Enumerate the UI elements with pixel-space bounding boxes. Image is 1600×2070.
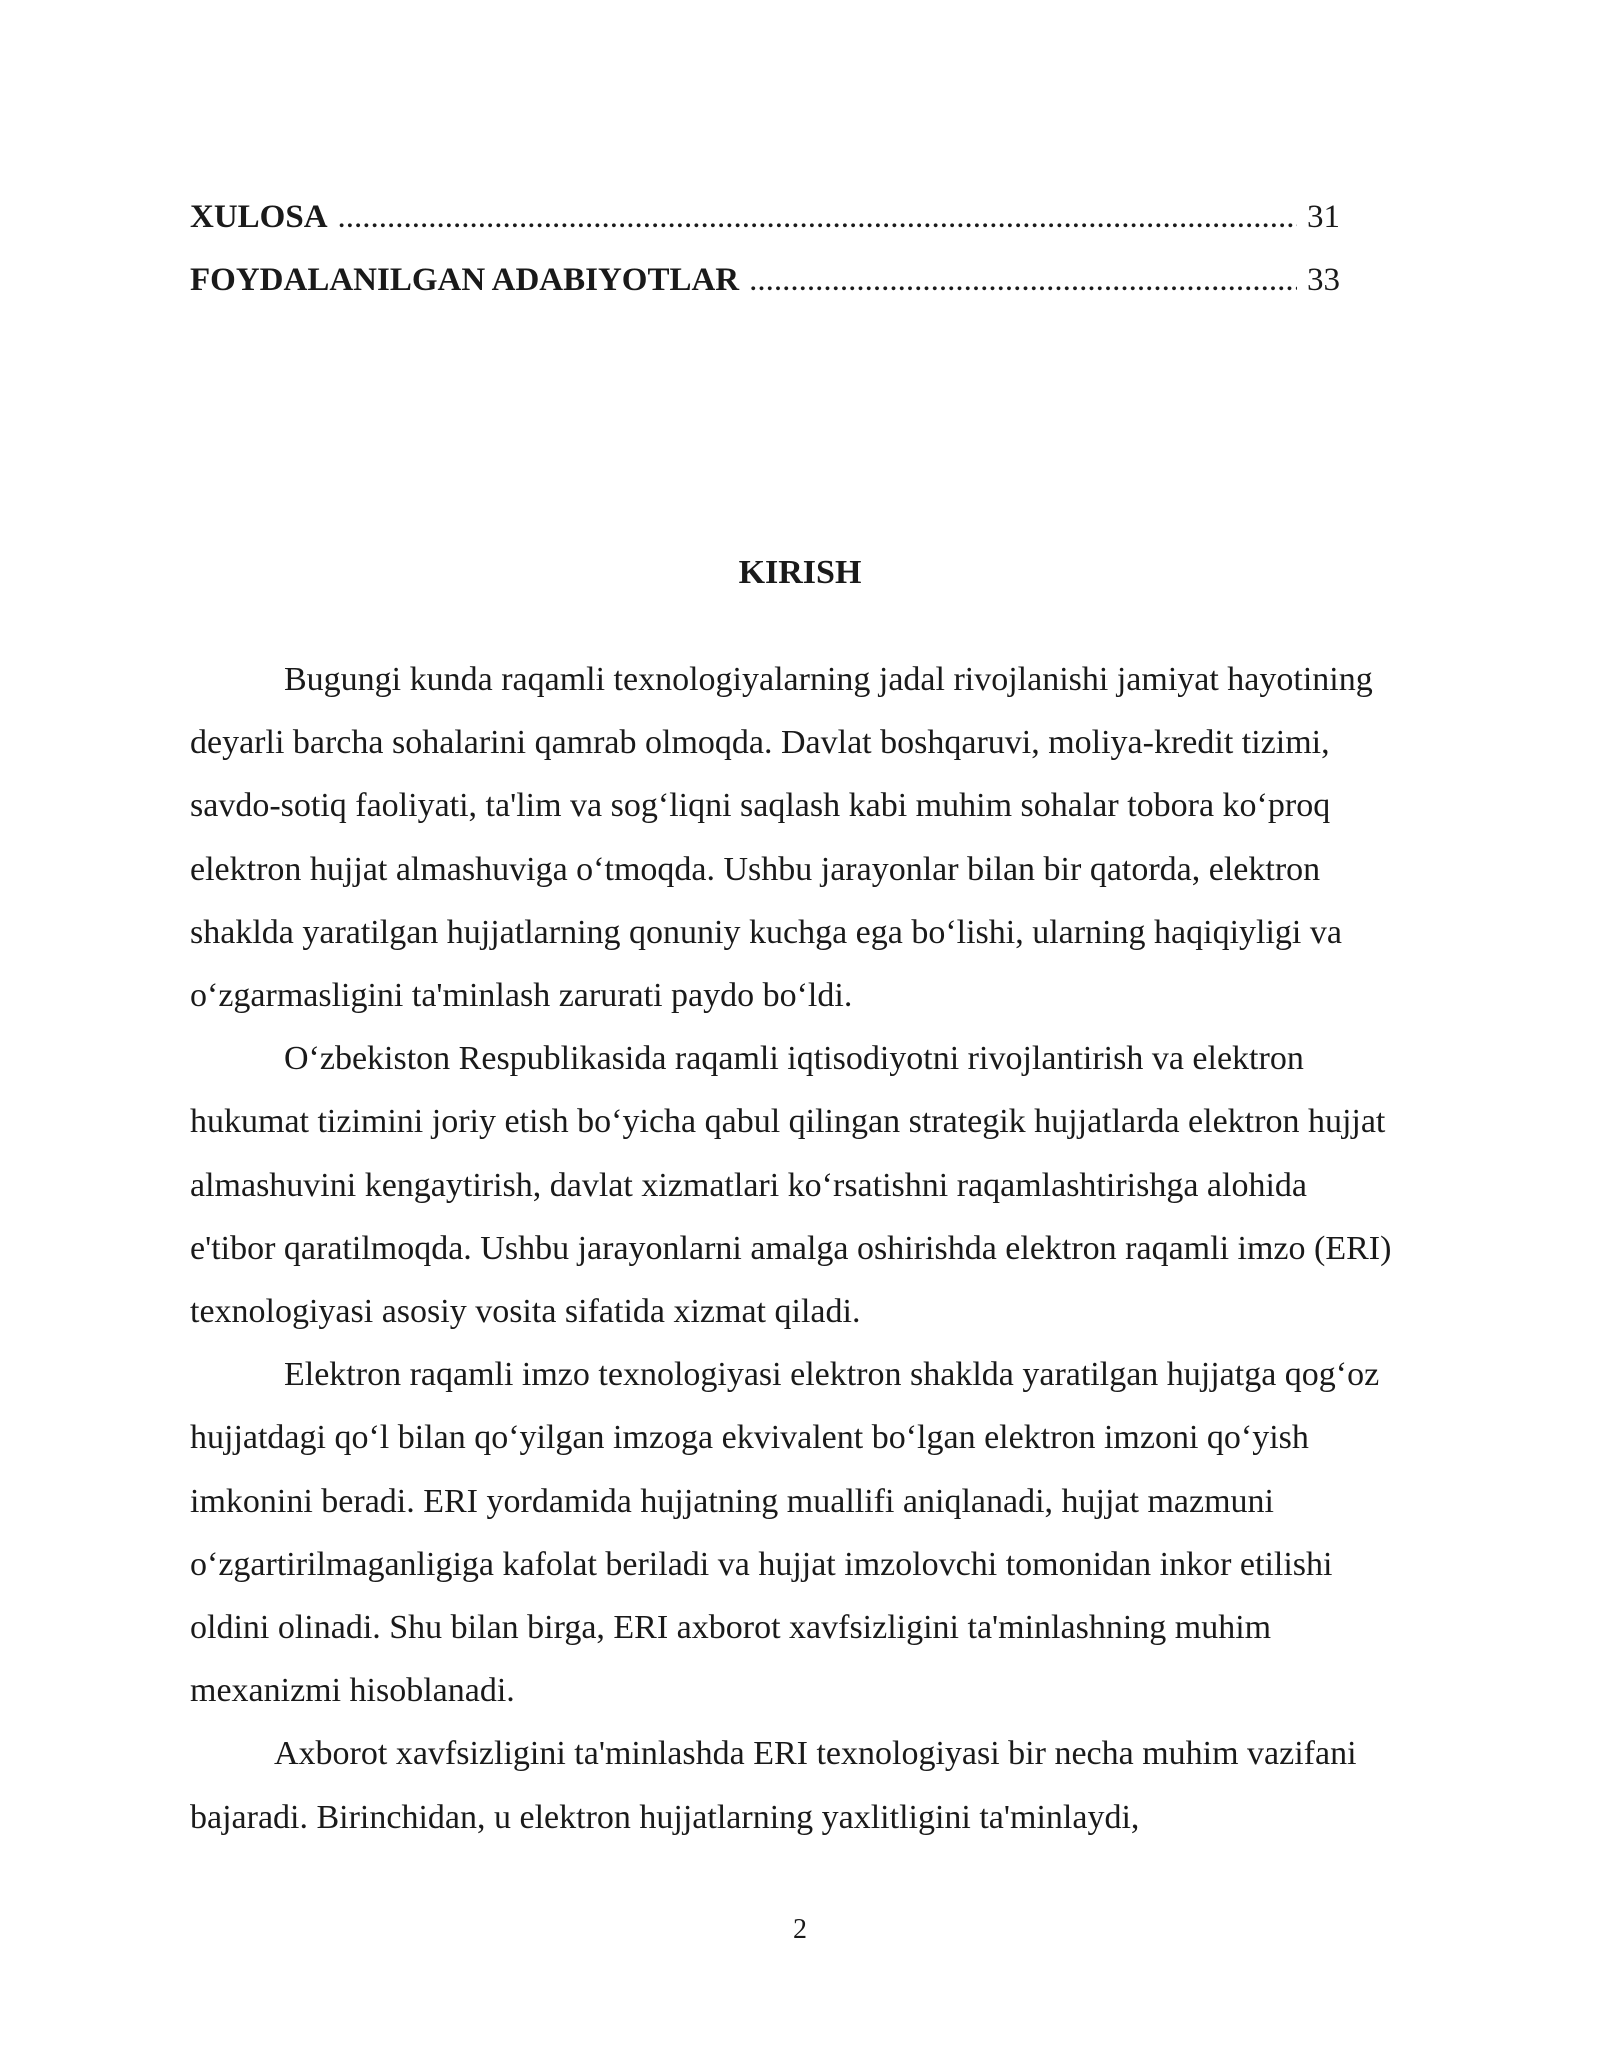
paragraph: O‘zbekiston Respublikasida raqamli iqtisodiyotni rivojlantirish va elektron hukumat tizimini joriy etish bo‘yicha qabul qilingan strategik hujjatlarda elektron hujjat almashuvini kengaytirish, davlat xizmatlari ko‘rsatishni raqamlashtirishga alohida e'tibor qaratilmoqda. Ushbu jarayonlarni amalga oshirishda elektron raqamli imzo (ERI) texnologiyasi asosiy vosita sifatida xizmat qiladi. xyxy=(190,1040,1392,1331)
paragraph: Elektron raqamli imzo texnologiyasi elektron shaklda yaratilgan hujjatga qog‘oz hujjatdagi qo‘l bilan qo‘yilgan imzoga ekvivalent bo‘lgan elektron imzoni qo‘yish imkonini beradi. ERI yordamida hujjatning muallifi aniqlanadi, hujjat mazmuni o‘zgartirilmaganligiga kafolat beriladi va hujjat imzolovchi tomonidan inkor etilishi oldini olinadi. Shu bilan birga, ERI axborot xavfsizligini ta'minlashning muhim mexanizmi hisoblanadi. xyxy=(190,1356,1380,1710)
paragraph: Bugungi kunda raqamli texnologiyalarning jadal rivojlanishi jamiyat hayotining deyarli barcha sohalarini qamrab olmoqda. Davlat boshqaruvi, moliya-kredit tizimi, savdo-sotiq faoliyati, ta'lim va sog‘liqni saqlash kabi muhim sohalar tobora ko‘proq elektron hujjat almashuviga o‘tmoqda. Ushbu jarayonlar bilan bir qatorda, elektron shaklda yaratilgan hujjatlarning qonuniy kuchga ega bo‘lishi, ularning haqiqiyligi va o‘zgarmasligini ta'minlash zarurati paydo bo‘ldi. xyxy=(190,661,1373,1015)
section-heading: KIRISH xyxy=(738,554,862,591)
toc-entry-xulosa[interactable] xyxy=(190,186,1340,249)
toc-entry-foydalanilgan-adabiyotlar[interactable] xyxy=(190,249,1340,312)
body-text xyxy=(190,648,1400,1849)
table-of-contents xyxy=(190,186,1340,312)
paragraph: Axborot xavfsizligini ta'minlashda ERI texnologiyasi bir necha muhim vazifani bajaradi. Birinchidan, u elektron hujjatlarning yaxlitligini ta'minlaydi, xyxy=(190,1735,1357,1836)
toc-entry-title: FOYDALANILGAN ADABIYOTLAR xyxy=(190,262,740,298)
toc-entry-page: 33 xyxy=(1307,262,1340,298)
page-number: 2 xyxy=(793,1914,807,1945)
toc-leader-dots xyxy=(338,186,1297,249)
toc-entry-title: XULOSA xyxy=(190,199,328,235)
toc-entry-page: 31 xyxy=(1307,199,1340,235)
toc-leader-dots xyxy=(749,249,1297,312)
